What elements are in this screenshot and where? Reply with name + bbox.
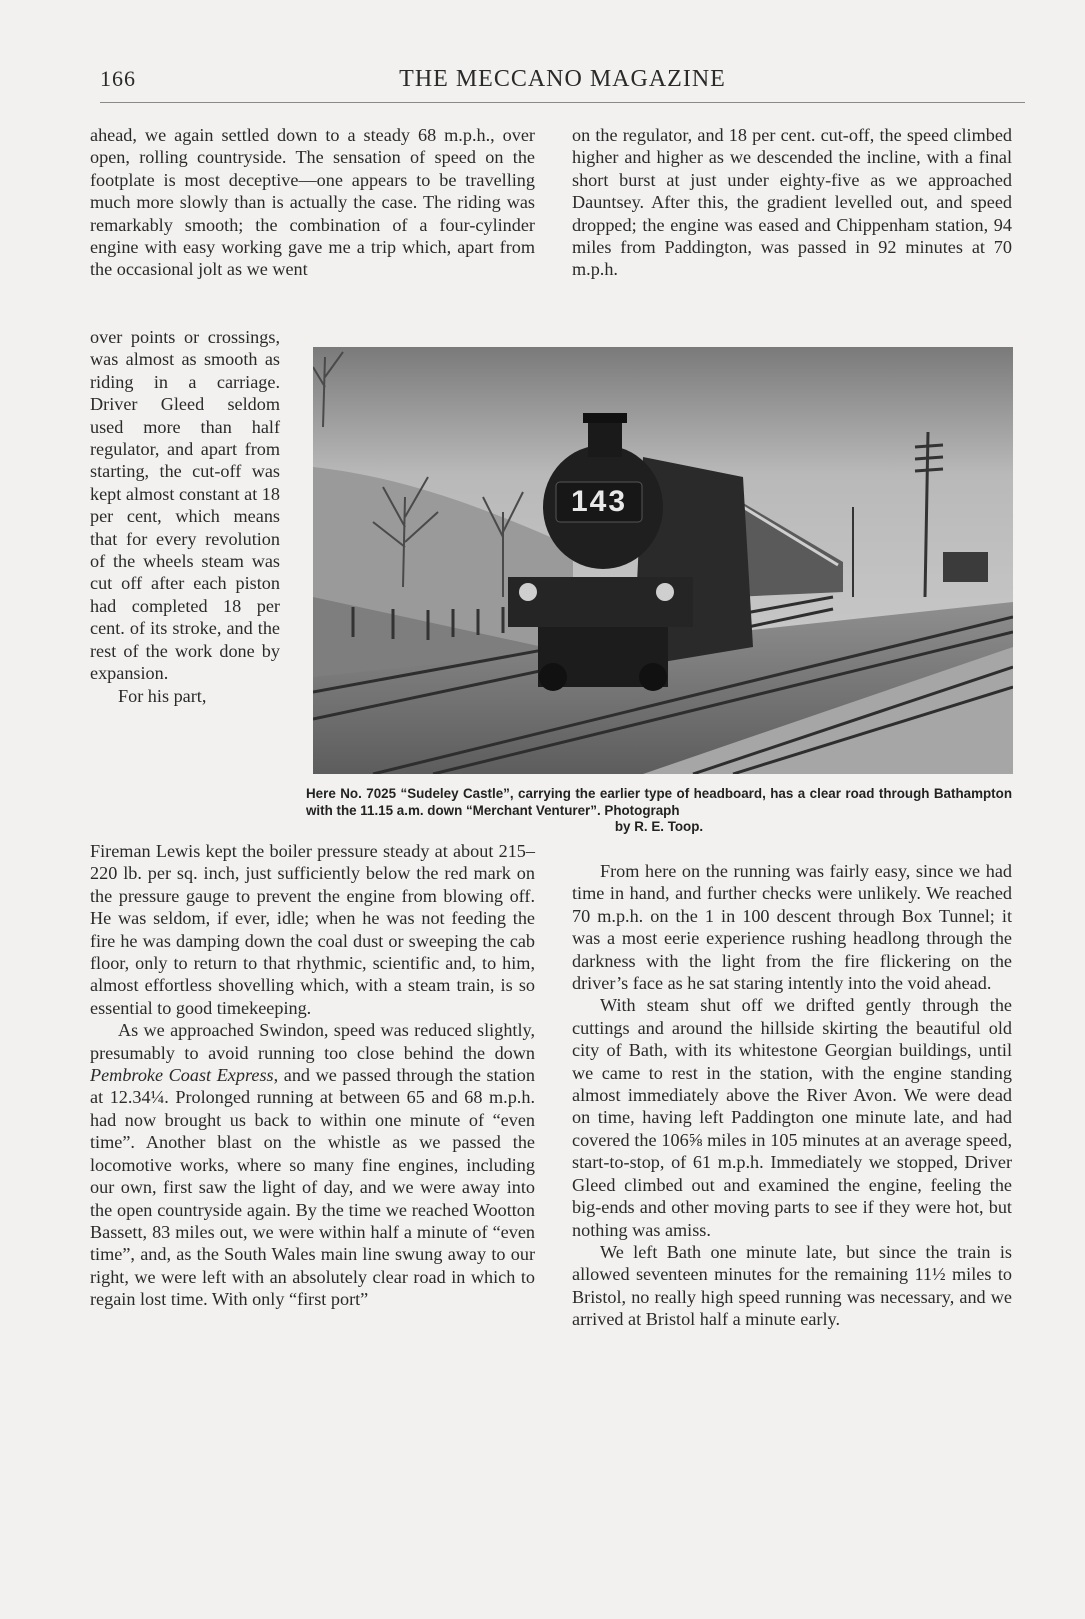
paragraph: With steam shut off we drifted gently through the cuttings and around the hillside skirting the beautiful old city of Bath, with its whitestone Georgian buildings, until we came to rest in the station, with the engine standing almost immediately above the River Avon. We were dead on time, having left Paddington one minute late, and had covered the 106⅝ miles in 105 minutes at an average speed, start-to-stop, of 61 m.p.h. Immediately we stopped, Driver Gleed climbed out and examined the engine, feeling the big-ends and other moving parts to see if they were hot, but nothing was amiss.	[572, 995, 1012, 1240]
paragraph: on the regulator, and 18 per cent. cut-off, the speed climbed higher and higher as we descended the incline, with a final short burst at just under eighty-five as we approached Dauntsey. After this, the gradient levelled out, and speed dropped; the engine was eased and Chippenham station, 94 miles from Paddington, was passed in 92 minutes at 70 m.p.h.	[572, 125, 1012, 280]
paragraph-text: , and we passed through the station at 12.34¼. Prolonged running at between 65 and 68 m.p.h. had now brought us back to within one minute of “even time”. Another blast on the whistle as we passed the locomotive works, where so many fine engines, including our own, first saw the light of day, and we were away into the open countryside again. By the time we reached Wootton Bassett, 83 miles out, we were within half a minute of “even time”, and, as the South Wales main line swung away to our right, we were left with an absolutely clear road in which to regain lost time. With only “first port”	[90, 1065, 535, 1310]
caption-text: Here No. 7025 “Sudeley Castle”, carrying the earlier type of headboard, has a clear road through Bathampton with the 11.15 a.m. down “Merchant Venturer”. Photograph	[306, 786, 1012, 818]
caption-credit: by R. E. Toop.	[614, 819, 704, 834]
right-column-top	[572, 124, 1012, 281]
paragraph: From here on the running was fairly easy, since we had time in hand, and further checks were unlikely. We reached 70 m.p.h. on the 1 in 100 descent through Box Tunnel; it was a most eerie experience rushing headlong through the darkness with the light from the fire flickering on the driver’s face as he sat staring intently into the void ahead.	[572, 861, 1012, 994]
right-column-bottom	[572, 860, 1012, 1331]
paragraph-text: As we approached Swindon, speed was reduced slightly, presumably to avoid running too close behind the down	[90, 1020, 535, 1063]
headboard-number: 143	[570, 485, 628, 518]
paragraph	[90, 1019, 535, 1310]
paragraph: Fireman Lewis kept the boiler pressure steady at about 215–220 lb. per sq. inch, just sufficiently below the red mark on the pressure gauge to prevent the engine from blowing off. He was seldom, if ever, idle; when he was not feeding the fire he was damping down the coal dust or sweeping the cab floor, only to return to that rhythmic, scientific and, to him, almost effortless shovelling which, with a steam train, is so essential to good timekeeping.	[90, 841, 535, 1018]
locomotive-photograph	[313, 347, 1013, 774]
paragraph: over points or crossings, was almost as smooth as riding in a carriage. Driver Gleed seldom used more than half regulator, and apart from starting, the cut-off was kept almost constant at 18 per cent, which means that for every revolution of the wheels steam was cut off after each piston had completed 18 per cent. of its stroke, and the rest of the work done by expansion.	[90, 327, 280, 684]
train-photo-illustration	[313, 347, 1013, 774]
left-column-bottom	[90, 840, 535, 1311]
paragraph: For his part,	[118, 685, 207, 706]
page-header	[100, 66, 1025, 103]
running-head: THE MECCANO MAGAZINE	[399, 66, 726, 92]
narrow-column	[90, 326, 280, 707]
train-name: Pembroke Coast Express	[90, 1065, 274, 1086]
left-column-top	[90, 124, 535, 281]
page-number: 166	[100, 66, 136, 91]
photo-caption	[306, 786, 1012, 836]
paragraph: ahead, we again settled down to a steady 68 m.p.h., over open, rolling countryside. The sensation of speed on the footplate is most deceptive—one appears to be travelling much more slowly than is actually the case. The riding was remarkably smooth; the combination of a four-cylinder engine with easy working gave me a trip which, apart from the occasional jolt as we went	[90, 125, 535, 280]
paragraph: We left Bath one minute late, but since the train is allowed seventeen minutes for the remaining 11½ miles to Bristol, no really high speed running was necessary, and we arrived at Bristol half a minute early.	[572, 1241, 1012, 1330]
